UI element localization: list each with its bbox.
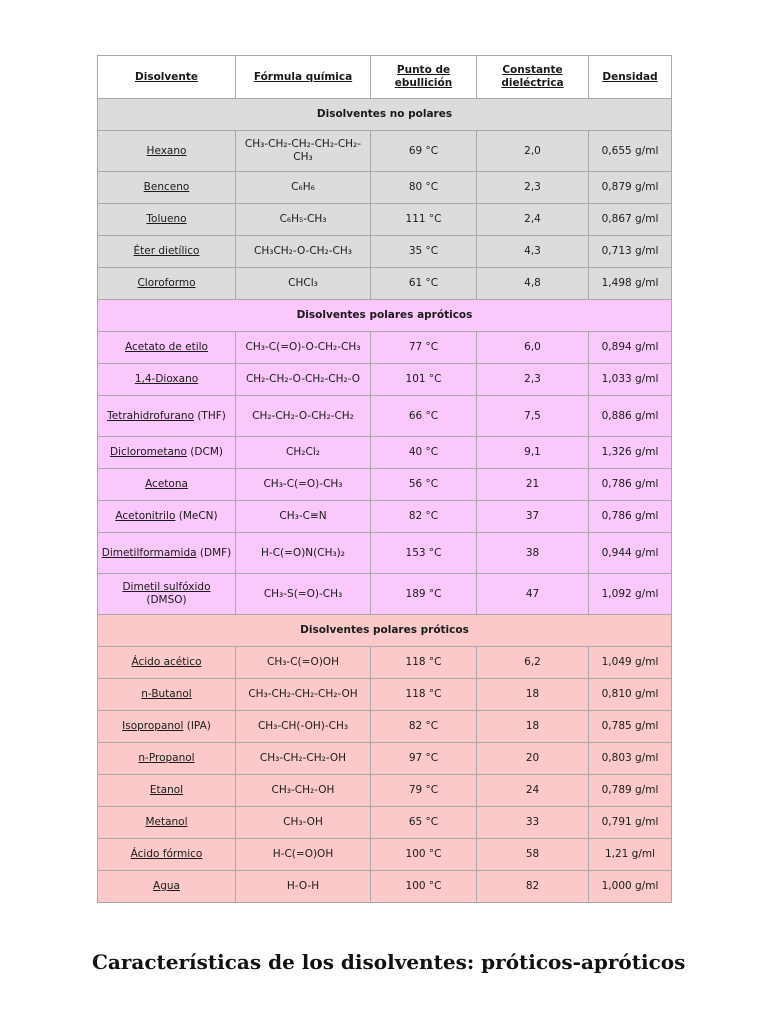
density-cell: 0,894 g/ml <box>589 332 672 364</box>
table-header-row <box>98 56 672 99</box>
solvent-name-link[interactable]: 1,4-Dioxano <box>134 373 199 385</box>
dielectric-constant-cell: 2,3 <box>477 172 589 204</box>
solvent-properties-table <box>97 55 672 903</box>
solvent-abbreviation: (DMSO) <box>146 594 187 606</box>
solvent-name-cell <box>98 332 236 364</box>
solvent-name-link[interactable]: Benceno <box>143 181 190 193</box>
density-cell: 0,713 g/ml <box>589 236 672 268</box>
dielectric-constant-cell: 21 <box>477 469 589 501</box>
dielectric-constant-cell: 2,3 <box>477 364 589 396</box>
boiling-point-cell: 80 °C <box>371 172 477 204</box>
solvent-name-link[interactable]: Metanol <box>145 816 188 828</box>
solvent-abbreviation: (DMF) <box>196 546 232 559</box>
header-disolvente[interactable]: Disolvente <box>98 56 236 99</box>
dielectric-constant-cell: 7,5 <box>477 396 589 437</box>
solvent-name-link[interactable]: Dimetil sulfóxido <box>122 581 211 593</box>
solvent-abbreviation: (MeCN) <box>175 510 218 522</box>
solvent-name-cell <box>98 839 236 871</box>
solvent-name-cell <box>98 469 236 501</box>
solvent-name-link[interactable]: Cloroformo <box>137 277 196 289</box>
formula-cell: CHCl₃ <box>236 268 371 300</box>
solvent-name-link[interactable]: Agua <box>153 880 180 892</box>
dielectric-constant-cell: 9,1 <box>477 437 589 469</box>
solvent-name-link[interactable]: Isopropanol <box>122 720 184 732</box>
table-row <box>98 396 672 437</box>
solvent-name-cell <box>98 268 236 300</box>
table-row <box>98 268 672 300</box>
table-row <box>98 364 672 396</box>
solvent-abbreviation: (IPA) <box>183 720 211 732</box>
table-row <box>98 236 672 268</box>
formula-cell: H-C(=O)N(CH₃)₂ <box>236 533 371 574</box>
density-cell: 0,789 g/ml <box>589 775 672 807</box>
density-cell: 1,033 g/ml <box>589 364 672 396</box>
solvent-name-link[interactable]: n-Propanol <box>138 752 195 764</box>
table-row <box>98 437 672 469</box>
dielectric-constant-cell: 82 <box>477 871 589 903</box>
boiling-point-cell: 153 °C <box>371 533 477 574</box>
density-cell: 0,786 g/ml <box>589 501 672 533</box>
table-row <box>98 839 672 871</box>
solvent-name-cell <box>98 533 236 574</box>
solvent-abbreviation: (THF) <box>194 409 226 422</box>
solvent-name-link[interactable]: Éter dietílico <box>133 245 200 257</box>
solvent-name-cell <box>98 647 236 679</box>
table-row <box>98 647 672 679</box>
formula-cell: CH₃-CH₂-CH₂-CH₂-OH <box>236 679 371 711</box>
boiling-point-cell: 101 °C <box>371 364 477 396</box>
dielectric-constant-cell: 18 <box>477 711 589 743</box>
dielectric-constant-cell: 24 <box>477 775 589 807</box>
figure-caption: Características de los disolventes: próticos-apróticos <box>92 950 686 974</box>
solvent-name-cell <box>98 807 236 839</box>
header-densidad[interactable]: Densidad <box>589 56 672 99</box>
table-row <box>98 172 672 204</box>
density-cell: 0,879 g/ml <box>589 172 672 204</box>
section-header-row <box>98 99 672 131</box>
formula-cell: CH₃-C≡N <box>236 501 371 533</box>
solvent-table-container <box>97 55 671 903</box>
dielectric-constant-cell: 38 <box>477 533 589 574</box>
table-row <box>98 131 672 172</box>
density-cell: 0,786 g/ml <box>589 469 672 501</box>
solvent-name-cell <box>98 711 236 743</box>
table-row <box>98 711 672 743</box>
boiling-point-cell: 189 °C <box>371 574 477 615</box>
dielectric-constant-cell: 20 <box>477 743 589 775</box>
solvent-name-link[interactable]: Dimetilformamida <box>101 546 197 559</box>
boiling-point-cell: 111 °C <box>371 204 477 236</box>
solvent-abbreviation: (DCM) <box>186 446 223 458</box>
density-cell: 0,655 g/ml <box>589 131 672 172</box>
density-cell: 0,944 g/ml <box>589 533 672 574</box>
formula-cell: C₆H₆ <box>236 172 371 204</box>
formula-cell: CH₃-S(=O)-CH₃ <box>236 574 371 615</box>
density-cell: 1,326 g/ml <box>589 437 672 469</box>
solvent-name-link[interactable]: Tetrahidrofurano <box>107 409 194 422</box>
header-constante-dielectrica[interactable]: Constante dieléctrica <box>477 56 589 99</box>
table-row <box>98 533 672 574</box>
dielectric-constant-cell: 4,3 <box>477 236 589 268</box>
dielectric-constant-cell: 18 <box>477 679 589 711</box>
boiling-point-cell: 61 °C <box>371 268 477 300</box>
density-cell: 0,886 g/ml <box>589 396 672 437</box>
section-header-row <box>98 300 672 332</box>
solvent-name-cell <box>98 204 236 236</box>
solvent-name-link[interactable]: n-Butanol <box>141 688 192 700</box>
solvent-name-cell <box>98 131 236 172</box>
solvent-name-cell <box>98 679 236 711</box>
boiling-point-cell: 77 °C <box>371 332 477 364</box>
table-row <box>98 469 672 501</box>
density-cell: 0,867 g/ml <box>589 204 672 236</box>
table-row <box>98 679 672 711</box>
table-row <box>98 332 672 364</box>
formula-cell: CH₃-CH₂-CH₂-CH₂-CH₂-CH₃ <box>236 131 371 172</box>
dielectric-constant-cell: 37 <box>477 501 589 533</box>
table-row <box>98 574 672 615</box>
formula-cell: CH₃-C(=O)OH <box>236 647 371 679</box>
solvent-name-cell <box>98 364 236 396</box>
table-row <box>98 743 672 775</box>
density-cell: 1,21 g/ml <box>589 839 672 871</box>
boiling-point-cell: 56 °C <box>371 469 477 501</box>
solvent-name-cell <box>98 236 236 268</box>
table-row <box>98 807 672 839</box>
boiling-point-cell: 40 °C <box>371 437 477 469</box>
dielectric-constant-cell: 6,2 <box>477 647 589 679</box>
boiling-point-cell: 82 °C <box>371 711 477 743</box>
boiling-point-cell: 97 °C <box>371 743 477 775</box>
dielectric-constant-cell: 47 <box>477 574 589 615</box>
formula-cell: CH₂-CH₂-O-CH₂-CH₂-O <box>236 364 371 396</box>
density-cell: 0,791 g/ml <box>589 807 672 839</box>
boiling-point-cell: 35 °C <box>371 236 477 268</box>
formula-cell: CH₃CH₂-O-CH₂-CH₃ <box>236 236 371 268</box>
boiling-point-cell: 118 °C <box>371 679 477 711</box>
solvent-name-link[interactable]: Ácido fórmico <box>130 848 203 860</box>
section-title: Disolventes polares próticos <box>98 615 672 647</box>
solvent-name-cell <box>98 574 236 615</box>
dielectric-constant-cell: 6,0 <box>477 332 589 364</box>
dielectric-constant-cell: 33 <box>477 807 589 839</box>
table-row <box>98 204 672 236</box>
section-title: Disolventes polares apróticos <box>98 300 672 332</box>
solvent-name-link[interactable]: Acetato de etilo <box>125 341 208 353</box>
formula-cell: CH₃-CH₂-OH <box>236 775 371 807</box>
density-cell: 1,498 g/ml <box>589 268 672 300</box>
density-cell: 0,810 g/ml <box>589 679 672 711</box>
density-cell: 0,803 g/ml <box>589 743 672 775</box>
solvent-name-cell <box>98 396 236 437</box>
solvent-name-link[interactable]: Ácido acético <box>131 656 202 668</box>
solvent-name-cell <box>98 743 236 775</box>
boiling-point-cell: 100 °C <box>371 871 477 903</box>
solvent-name-cell <box>98 501 236 533</box>
formula-cell: CH₃-OH <box>236 807 371 839</box>
formula-cell: CH₃-C(=O)-O-CH₂-CH₃ <box>236 332 371 364</box>
dielectric-constant-cell: 58 <box>477 839 589 871</box>
section-title: Disolventes no polares <box>98 99 672 131</box>
dielectric-constant-cell: 2,0 <box>477 131 589 172</box>
solvent-name-link[interactable]: Acetonitrilo <box>115 510 176 522</box>
density-cell: 1,092 g/ml <box>589 574 672 615</box>
table-body <box>98 99 672 903</box>
boiling-point-cell: 79 °C <box>371 775 477 807</box>
density-cell: 1,049 g/ml <box>589 647 672 679</box>
table-row <box>98 871 672 903</box>
solvent-name-cell <box>98 437 236 469</box>
solvent-name-link[interactable]: Etanol <box>149 784 184 796</box>
formula-cell: CH₃-CH(-OH)-CH₃ <box>236 711 371 743</box>
solvent-name-link[interactable]: Hexano <box>146 144 187 157</box>
header-formula[interactable]: Fórmula química <box>236 56 371 99</box>
formula-cell: CH₂Cl₂ <box>236 437 371 469</box>
header-punto-ebullicion[interactable]: Punto de ebullición <box>371 56 477 99</box>
formula-cell: H-O-H <box>236 871 371 903</box>
formula-cell: CH₂-CH₂-O-CH₂-CH₂ <box>236 396 371 437</box>
formula-cell: H-C(=O)OH <box>236 839 371 871</box>
boiling-point-cell: 66 °C <box>371 396 477 437</box>
boiling-point-cell: 82 °C <box>371 501 477 533</box>
solvent-name-cell <box>98 172 236 204</box>
boiling-point-cell: 65 °C <box>371 807 477 839</box>
dielectric-constant-cell: 2,4 <box>477 204 589 236</box>
solvent-name-link[interactable]: Acetona <box>145 478 188 490</box>
solvent-name-cell <box>98 871 236 903</box>
table-row <box>98 501 672 533</box>
solvent-name-link[interactable]: Diclorometano <box>110 446 187 458</box>
dielectric-constant-cell: 4,8 <box>477 268 589 300</box>
solvent-name-cell <box>98 775 236 807</box>
boiling-point-cell: 100 °C <box>371 839 477 871</box>
boiling-point-cell: 69 °C <box>371 131 477 172</box>
formula-cell: CH₃-CH₂-CH₂-OH <box>236 743 371 775</box>
formula-cell: CH₃-C(=O)-CH₃ <box>236 469 371 501</box>
solvent-name-link[interactable]: Tolueno <box>146 213 187 225</box>
table-row <box>98 775 672 807</box>
density-cell: 1,000 g/ml <box>589 871 672 903</box>
formula-cell: C₆H₅-CH₃ <box>236 204 371 236</box>
density-cell: 0,785 g/ml <box>589 711 672 743</box>
section-header-row <box>98 615 672 647</box>
boiling-point-cell: 118 °C <box>371 647 477 679</box>
